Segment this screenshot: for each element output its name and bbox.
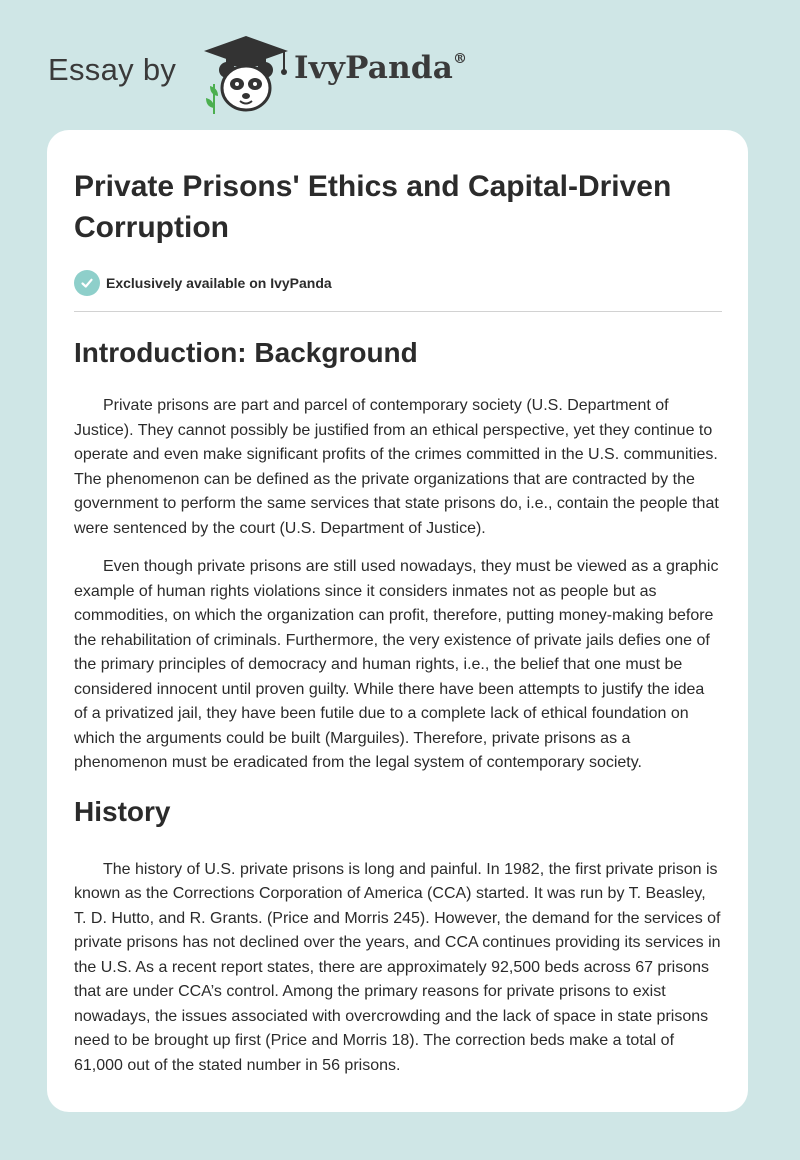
divider [74, 311, 722, 312]
exclusive-badge [74, 270, 722, 296]
essay-by-label: Essay by [48, 52, 177, 87]
registered-mark: ® [453, 50, 468, 67]
exclusive-badge-text: Exclusively available on IvyPanda [106, 275, 332, 291]
paragraph: Private prisons are part and parcel of contemporary society (U.S. Department of Justice). They cannot possibly be justified from an ethical perspective, yet they continue to operate and even make significant profits of the crimes committed in the U.S. communities. The phenomenon can be defined as the private organizations that are contracted by the government to perform the same services that state prisons do, i.e., contain the people that were sentenced by the court (U.S. Department of Justice). [74, 397, 719, 537]
section-heading-history: History [74, 795, 171, 827]
panda-graduate-logo-icon[interactable] [200, 34, 292, 114]
essay-card [47, 130, 748, 1112]
paragraph: Even though private prisons are still used nowadays, they must be viewed as a graphic example of human rights violations since it considers inmates not as people but as commodities, on which the organization can profit, therefore, putting money-making before the rehabilitation of criminals. Furthermore, the very existence of private jails defies one of the primary principles of democracy and human rights, i.e., the belief that one must be considered innocent until proven guilty. While there have been attempts to justify the idea of a privatized jail, they have been futile due to a complete lack of ethical foundation on which the arguments could be built (Marguiles). Therefore, private prisons as a phenomenon must be eradicated from the legal system of contemporary society. [74, 558, 719, 771]
essay-title: Private Prisons' Ethics and Capital-Driven Corruption [74, 170, 672, 244]
brand-text: IvyPanda [294, 50, 453, 86]
check-icon [74, 270, 100, 296]
brand-name[interactable] [294, 50, 467, 86]
section-heading-introduction: Introduction: Background [74, 337, 418, 368]
site-header [48, 30, 748, 110]
paragraph: The history of U.S. private prisons is long and painful. In 1982, the first private prison is known as the Corrections Corporation of America (CCA) started. It was run by T. Beasley, T. D. Hutto, and R. Grants. (Price and Morris 245). However, the demand for the services of private prisons has not declined over the years, and CCA continues providing its services in the U.S. As a recent report states, there are approximately 92,500 beds across 67 prisons that are under CCA’s control. Among the primary reasons for private prisons to exist nowadays, the issues associated with overcrowding and the lack of space in state prisons need to be brought up first (Price and Morris 18). The correction beds make a total of 61,000 out of the stated number in 56 prisons. [74, 860, 721, 1074]
